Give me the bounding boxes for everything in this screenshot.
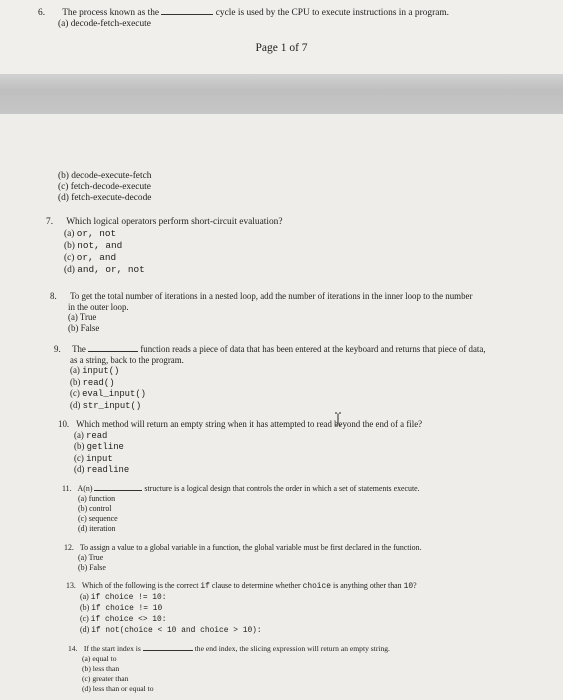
- option-letter: (b): [80, 603, 90, 612]
- question-text-after: the end index, the slicing expression will return an empty string.: [194, 644, 390, 653]
- code-fragment: choice: [302, 582, 332, 591]
- option-letter: (a): [64, 229, 75, 239]
- question-text: Which logical operators perform short-circuit evaluation?: [66, 217, 283, 227]
- option-a: (a) True: [78, 553, 104, 562]
- option-code: read: [86, 430, 108, 441]
- option-code: getline: [86, 442, 124, 453]
- option-a: [58, 430, 422, 442]
- code-fragment: if: [200, 582, 210, 591]
- option-c: (c) fetch-decode-execute: [58, 182, 151, 192]
- option-a: [54, 365, 486, 377]
- answer-blank: [143, 643, 193, 651]
- question-text: Which method will return an empty string when it has attempted to read beyond the end of a file?: [76, 419, 423, 429]
- question-11: [62, 483, 420, 534]
- option-d: [46, 264, 283, 276]
- option-b: [66, 603, 417, 614]
- answer-blank: [94, 483, 142, 491]
- question-number: 14.: [68, 644, 78, 653]
- option-a: (a) decode-fetch-execute: [58, 19, 151, 29]
- question-6: [38, 6, 449, 30]
- question-number: 9.: [54, 344, 61, 354]
- question-text-after: cycle is used by the CPU to execute instructions in a program.: [215, 8, 450, 18]
- option-b: (b) False: [78, 563, 106, 572]
- option-code: if choice <> 10:: [90, 615, 167, 624]
- option-a: [46, 228, 283, 240]
- option-letter: (b): [70, 376, 81, 387]
- option-d: [54, 400, 486, 412]
- answer-blank: [88, 343, 138, 352]
- question-number: 12.: [64, 543, 74, 552]
- option-letter: (c): [74, 452, 84, 463]
- text-cursor-icon: [334, 412, 342, 426]
- option-c: [46, 252, 283, 264]
- option-b: (b) less than: [82, 663, 120, 673]
- question-text-before: If the start index is: [83, 644, 141, 653]
- option-b: (b) control: [78, 504, 112, 513]
- option-code: and, or, not: [77, 264, 145, 275]
- question-number: 10.: [58, 419, 70, 429]
- option-c: [58, 453, 422, 465]
- option-a: (a) function: [78, 494, 116, 503]
- option-letter: (b): [64, 241, 75, 251]
- option-letter: (c): [80, 614, 89, 623]
- question-14: [68, 643, 390, 694]
- option-letter: (d): [80, 625, 90, 634]
- option-d: (d) fetch-execute-decode: [58, 193, 152, 203]
- question-text-part: ?: [413, 581, 417, 590]
- question-text-part: Which of the following is the correct: [81, 581, 199, 590]
- question-6-continued: [58, 171, 151, 204]
- option-letter: (d): [70, 399, 81, 410]
- option-letter: (a): [70, 365, 80, 376]
- option-d: (d) iteration: [78, 524, 116, 533]
- option-b: (b) False: [68, 322, 100, 333]
- option-letter: (c): [70, 388, 80, 399]
- question-13: [66, 581, 417, 636]
- question-7: [46, 217, 283, 276]
- option-code: read(): [82, 377, 115, 388]
- option-d: [58, 464, 422, 476]
- option-letter: (a): [80, 592, 89, 601]
- option-code: or, not: [76, 228, 117, 239]
- option-c: [54, 388, 486, 400]
- option-c: (c) greater than: [82, 673, 129, 683]
- question-text-line2: in the outer loop.: [68, 301, 129, 312]
- option-code: input: [86, 453, 113, 464]
- question-text-before: The: [72, 344, 86, 354]
- option-code: not, and: [77, 240, 123, 251]
- option-code: str_input(): [82, 400, 142, 411]
- option-code: or, and: [76, 252, 117, 263]
- option-code: eval_input(): [82, 389, 146, 400]
- option-code: if choice != 10: [91, 604, 163, 613]
- answer-blank: [161, 6, 213, 15]
- question-text: To assign a value to a global variable in a function, the global variable must be first declared in the function.: [79, 543, 422, 552]
- option-b: (b) decode-execute-fetch: [58, 171, 152, 181]
- option-d: (d) less than or equal to: [82, 683, 154, 693]
- question-text-part: clause to determine whether: [211, 581, 301, 590]
- option-code: readline: [86, 465, 130, 476]
- option-b: [58, 441, 422, 453]
- page-separator: [0, 74, 563, 114]
- question-text-before: The process known as the: [62, 8, 160, 18]
- option-a: [66, 592, 417, 603]
- option-letter: (d): [74, 464, 85, 475]
- option-letter: (c): [64, 253, 75, 263]
- option-b: [54, 377, 486, 389]
- question-number: 13.: [66, 581, 76, 590]
- question-8: [50, 291, 472, 333]
- question-number: 7.: [46, 217, 54, 227]
- option-a: (a) equal to: [82, 653, 117, 663]
- code-fragment: 10: [403, 582, 414, 591]
- option-letter: (a): [74, 429, 84, 440]
- option-c: (c) sequence: [78, 514, 118, 523]
- question-10: [58, 419, 422, 476]
- question-text-after: function reads a piece of data that has been entered at the keyboard and returns that piece of data,: [140, 344, 486, 354]
- option-letter: (d): [64, 265, 75, 275]
- option-c: [66, 614, 417, 625]
- option-code: if choice != 10:: [90, 593, 167, 602]
- question-text-before: A(n): [77, 484, 93, 493]
- option-code: input(): [82, 366, 120, 377]
- option-code: if not(choice < 10 and choice > 10):: [91, 626, 262, 635]
- question-text-after: structure is a logical design that controls the order in which a set of statements execute.: [144, 484, 420, 493]
- question-number: 8.: [50, 291, 57, 301]
- option-letter: (b): [74, 441, 85, 452]
- question-12: [64, 543, 422, 573]
- question-number: 6.: [38, 8, 46, 18]
- question-text-line2: as a string, back to the program.: [70, 354, 184, 365]
- question-9: [54, 343, 486, 412]
- option-b: [46, 240, 283, 252]
- option-a: (a) True: [68, 312, 97, 322]
- question-text: To get the total number of iterations in a nested loop, add the number of iterations in the inner loop to the number: [70, 291, 473, 301]
- question-number: 11.: [62, 484, 72, 493]
- question-text-part: is anything other than: [333, 581, 402, 590]
- option-d: [66, 625, 417, 636]
- page-number-label: Page 1 of 7: [255, 42, 308, 54]
